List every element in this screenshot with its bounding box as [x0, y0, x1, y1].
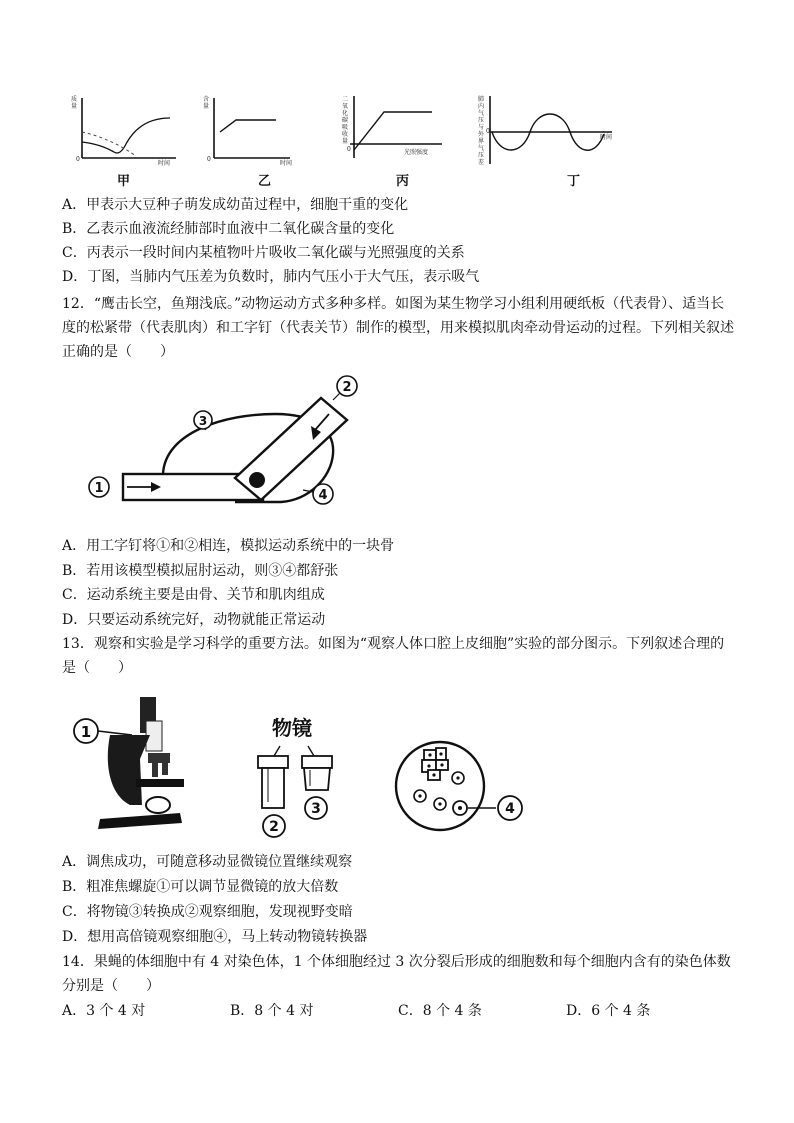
q14-option-b: B．8 个 4 对	[230, 1003, 314, 1019]
graph-yi-ylabel: 含量	[203, 96, 210, 110]
graph-bing	[338, 94, 448, 172]
graph-ding-label: 丁	[567, 174, 581, 189]
thumbtack-joint	[249, 472, 265, 488]
marker-2	[337, 376, 357, 396]
graph-jia-ylabel: 质量	[71, 96, 78, 110]
svg-text:3: 3	[198, 414, 208, 428]
graph-jia	[70, 94, 190, 172]
q12-option-c: C．运动系统主要是由骨、关节和肌肉组成	[62, 587, 325, 603]
marker-1	[74, 719, 98, 743]
q13-objectives	[244, 740, 344, 840]
graph-ding-origin: 0	[486, 128, 490, 135]
graph-bing-origin: 0	[347, 146, 351, 153]
q11-option-b: B．乙表示血液流经肺部时血液中二氧化碳含量的变化	[62, 221, 395, 237]
graph-bing-label: 丙	[396, 174, 410, 189]
graph-bing-ylabel: 二氧化碳吸收量	[342, 96, 349, 145]
graph-jia-label: 甲	[117, 174, 131, 189]
svg-text:1: 1	[94, 481, 104, 496]
graph-ding	[474, 94, 619, 172]
svg-text:4: 4	[505, 801, 515, 817]
marker-3	[194, 411, 212, 429]
q13-option-a: A．调焦成功，可随意移动显微镜位置继续观察	[62, 854, 353, 870]
graph-bing-xlabel: 光照强度	[404, 149, 429, 156]
q11-option-d: D．丁图，当肺内气压差为负数时，肺内气压小于大气压，表示吸气	[62, 269, 480, 285]
q11-option-c: C．丙表示一段时间内某植物叶片吸收二氧化碳与光照强度的关系	[62, 245, 465, 261]
q12-model-diagram	[85, 374, 375, 514]
objective-label: 物镜	[272, 716, 312, 740]
graph-jia-origin: 0	[76, 156, 80, 163]
q13-option-d: D．想用高倍镜观察细胞④，马上转动物镜转换器	[62, 929, 368, 945]
q12-stem: 12．“鹰击长空，鱼翔浅底。”动物运动方式多种多样。如图为某生物学习小组利用硬纸板（代表骨）、适当长度的松紧带（代表肌肉）和工字钉（代表关节）制作的模型，用来模拟肌肉牵动骨运动的过程。下列相关叙述正确的是（ ）	[62, 296, 734, 360]
svg-text:4: 4	[318, 488, 328, 503]
svg-text:3: 3	[311, 801, 321, 817]
objective-short	[302, 756, 332, 790]
q14-option-c: C．8 个 4 条	[398, 1003, 482, 1019]
marker-1	[89, 477, 109, 497]
q14-stem: 14．果蝇的体细胞中有 4 对染色体，1 个体细胞经过 3 次分裂后形成的细胞数和每个细胞内含有的染色体数分别是（ ）	[62, 954, 731, 994]
q13-microscope	[70, 695, 200, 835]
svg-text:2: 2	[269, 819, 279, 835]
curve	[220, 120, 276, 132]
svg-text:2: 2	[342, 380, 352, 395]
graph-ding-xlabel: 时间	[600, 134, 613, 141]
graph-yi-origin: 0	[207, 156, 211, 163]
marker-2	[263, 815, 285, 837]
graph-jia-xlabel: 时间	[158, 160, 171, 167]
q12-option-a: A．用工字钉将①和②相连，模拟运动系统中的一块骨	[62, 538, 395, 554]
graph-yi-label: 乙	[258, 174, 272, 189]
q14-option-d: D．6 个 4 条	[566, 1003, 651, 1019]
q13-option-c: C．将物镜③转换成②观察细胞，发现视野变暗	[62, 904, 353, 920]
svg-text:1: 1	[80, 723, 92, 741]
objective-long	[258, 756, 288, 808]
q12-option-d: D．只要运动系统完好，动物就能正常运动	[62, 612, 326, 628]
marker-3	[305, 797, 327, 819]
marker-4	[313, 484, 333, 504]
graphs-row	[0, 88, 794, 188]
q13-option-b: B．粗准焦螺旋①可以调节显微镜的放大倍数	[62, 879, 339, 895]
graph-yi-xlabel: 时间	[280, 160, 293, 167]
q12-option-b: B．若用该模型模拟屈肘运动，则③④都舒张	[62, 563, 339, 579]
marker-4	[498, 796, 522, 820]
graph-ding-ylabel: 肺内气压与外界气压差	[478, 96, 485, 166]
q13-stem: 13．观察和实验是学习科学的重要方法。如图为“观察人体口腔上皮细胞”实验的部分图示。下列叙述合理的是（ ）	[62, 636, 725, 676]
q14-option-a: A．3 个 4 对	[62, 1003, 146, 1019]
q11-option-a: A．甲表示大豆种子萌发成幼苗过程中，细胞干重的变化	[62, 197, 409, 213]
q13-field-of-view	[392, 738, 532, 838]
curve-dashed	[82, 132, 136, 156]
